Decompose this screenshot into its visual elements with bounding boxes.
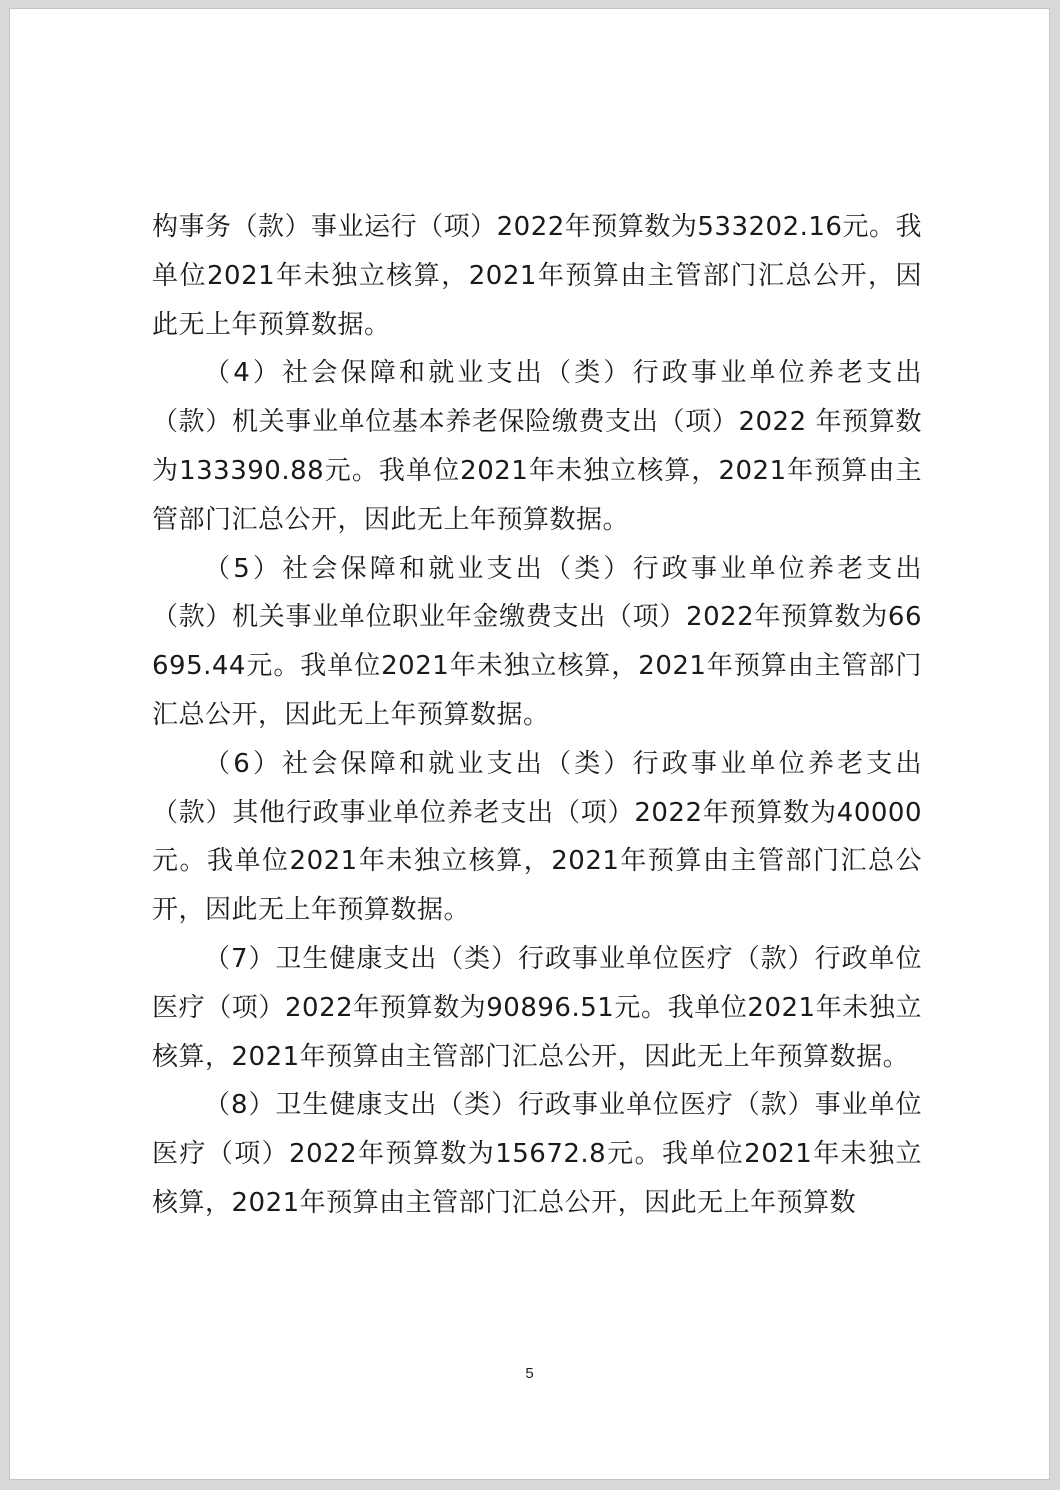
document-page [9, 8, 1050, 1480]
paragraph-item-5: （5）社会保障和就业支出（类）行政事业单位养老支出（款）机关事业单位职业年金缴费支出（项）2022年预算数为66695.44元。我单位2021年未独立核算，2021年预算由主管部门汇总公开，因此无上年预算数据。 [152, 553, 922, 730]
document-body [152, 203, 922, 1228]
paragraph-continuation: 构事务（款）事业运行（项）2022年预算数为533202.16元。我单位2021年未独立核算，2021年预算由主管部门汇总公开，因此无上年预算数据。 [152, 212, 922, 340]
page-number: 5 [525, 1365, 534, 1382]
paragraph-item-8: （8）卫生健康支出（类）行政事业单位医疗（款）事业单位医疗（项）2022年预算数为15672.8元。我单位2021年未独立核算，2021年预算由主管部门汇总公开，因此无上年预算数 [152, 1090, 922, 1218]
paragraph-item-7: （7）卫生健康支出（类）行政事业单位医疗（款）行政单位医疗（项）2022年预算数为90896.51元。我单位2021年未独立核算，2021年预算由主管部门汇总公开，因此无上年预算数据。 [152, 943, 922, 1072]
paragraph-item-4: （4）社会保障和就业支出（类）行政事业单位养老支出（款）机关事业单位基本养老保险缴费支出（项）2022 年预算数为133390.88元。我单位2021年未独立核算，2021年预算由主管部门汇总公开，因此无上年预算数据。 [152, 358, 922, 535]
paragraph-item-6: （6）社会保障和就业支出（类）行政事业单位养老支出（款）其他行政事业单位养老支出（项）2022年预算数为40000元。我单位2021年未独立核算，2021年预算由主管部门汇总公开，因此无上年预算数据。 [152, 748, 922, 926]
